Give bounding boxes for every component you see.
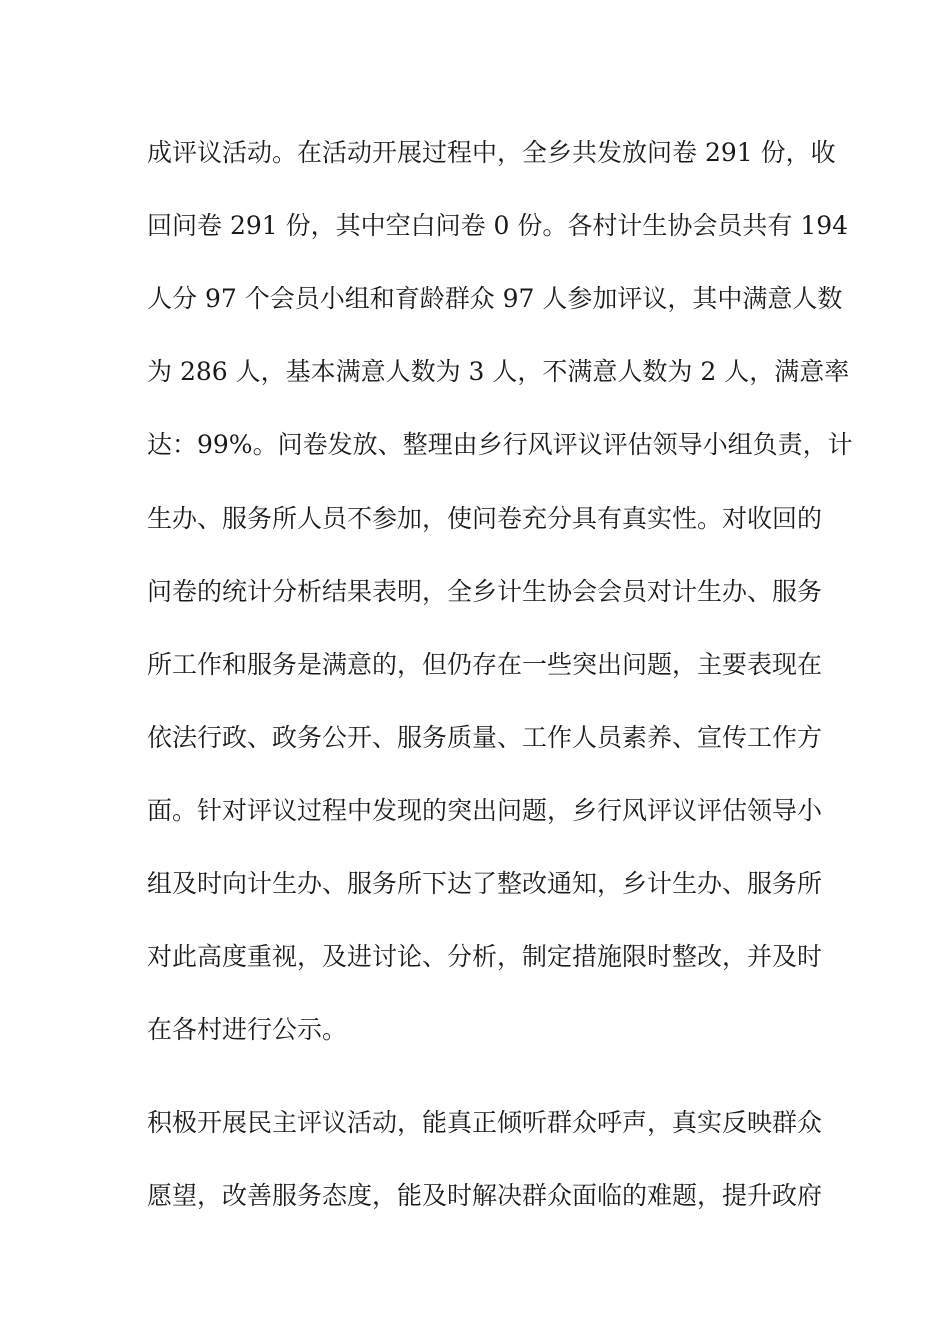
text-line: 在各村进行公示。: [147, 1015, 348, 1044]
text-line: 积极开展民主评议活动，能真正倾听群众呼声，真实反映群众: [147, 1108, 823, 1137]
text-line: 面。针对评议过程中发现的突出问题，乡行风评议评估领导小: [147, 796, 823, 825]
text-line: 对此高度重视，及进讨论、分析，制定措施限时整改，并及时: [147, 942, 823, 971]
text-line: 所工作和服务是满意的，但仍存在一些突出问题，主要表现在: [147, 650, 823, 679]
text-line: 回问卷 291 份，其中空白问卷 0 份。各村计生协会员共有 194: [147, 211, 849, 240]
text-line: 达：99%。问卷发放、整理由乡行风评议评估领导小组负责，计: [147, 430, 853, 459]
text-line: 人分 97 个会员小组和育龄群众 97 人参加评议，其中满意人数: [147, 284, 843, 313]
text-line: 生办、服务所人员不参加，使问卷充分具有真实性。对收回的: [147, 504, 823, 533]
text-line: 依法行政、政务公开、服务质量、工作人员素养、宣传工作方: [147, 723, 823, 752]
text-line: 愿望，改善服务态度，能及时解决群众面临的难题，提升政府: [147, 1181, 823, 1210]
text-line: 成评议活动。在活动开展过程中，全乡共发放问卷 291 份，收: [147, 138, 836, 167]
text-line: 为 286 人，基本满意人数为 3 人，不满意人数为 2 人，满意率: [147, 357, 850, 386]
text-line: 问卷的统计分析结果表明，全乡计生协会会员对计生办、服务: [147, 577, 823, 606]
text-line: 组及时向计生办、服务所下达了整改通知，乡计生办、服务所: [147, 869, 823, 898]
